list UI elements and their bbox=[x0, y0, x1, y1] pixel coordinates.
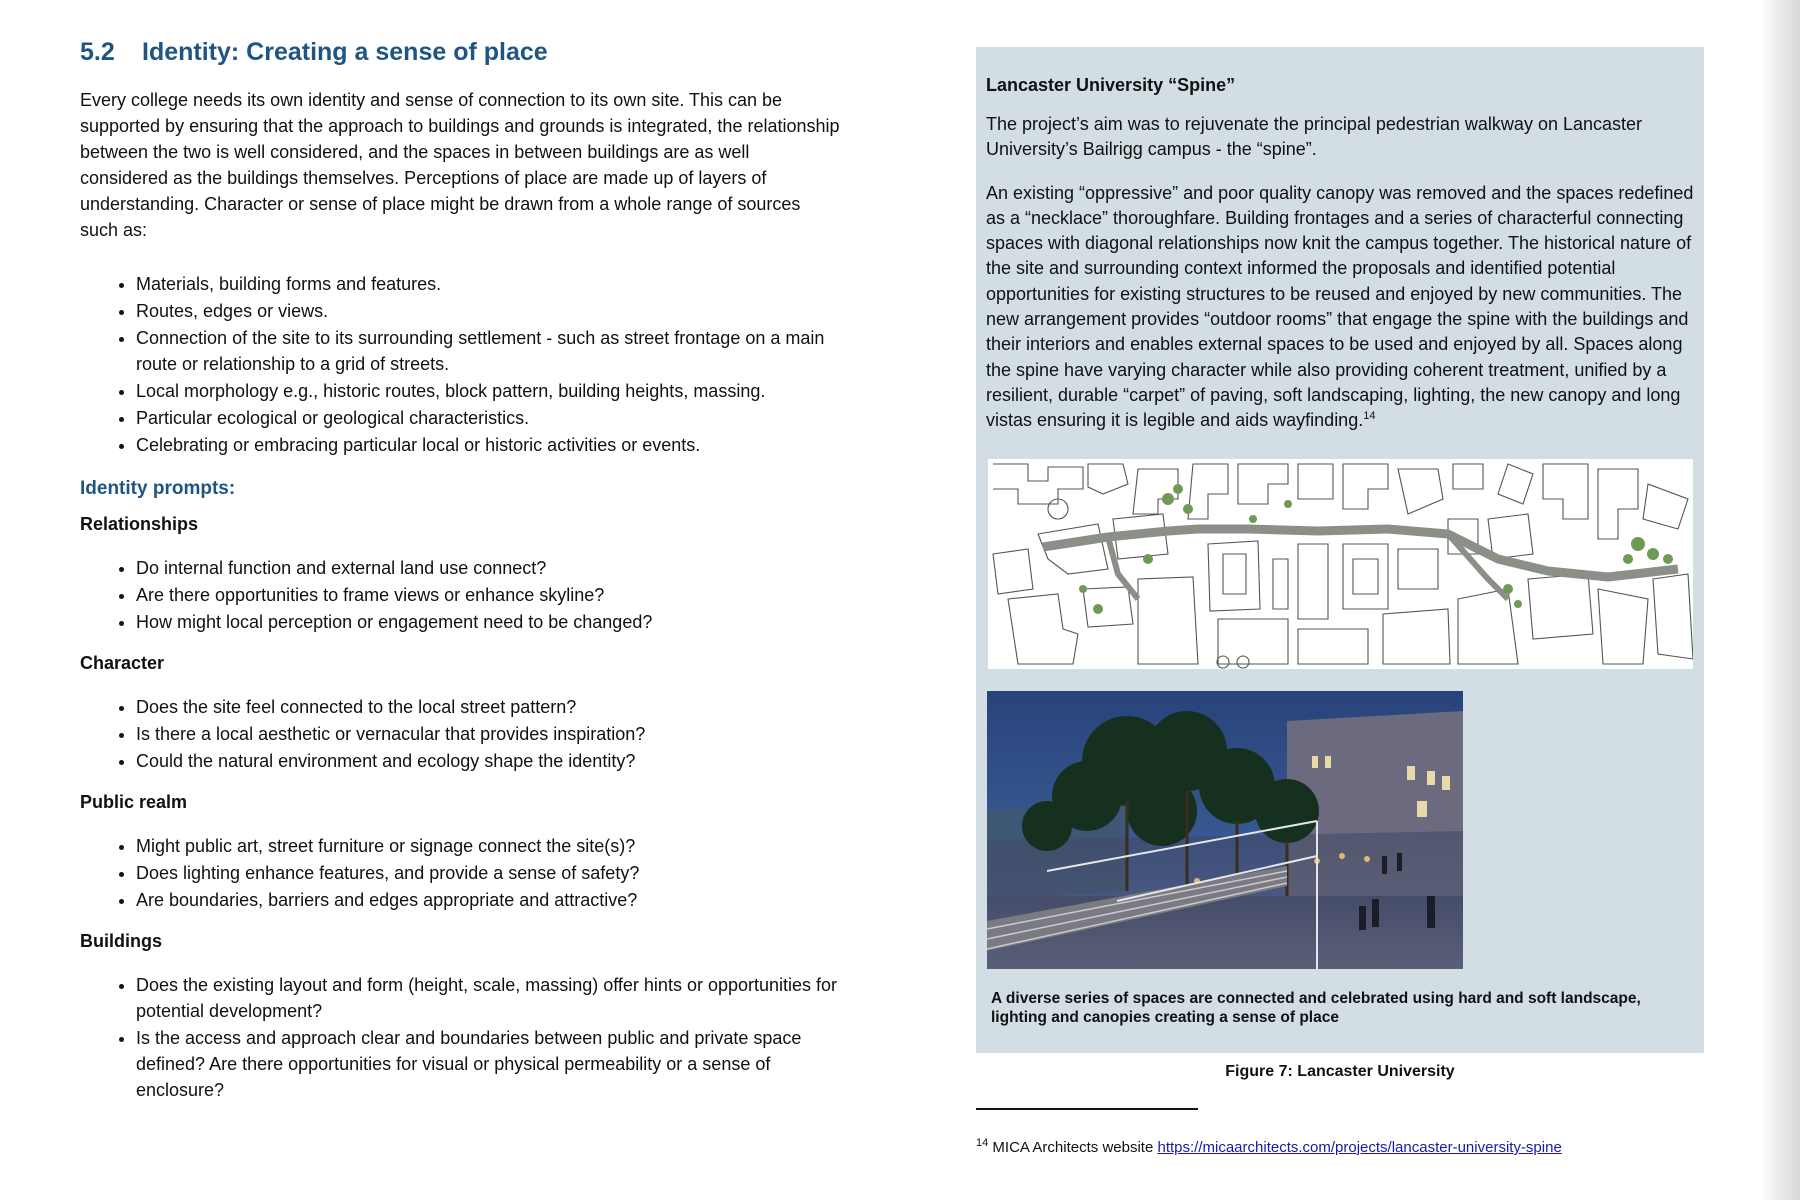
prompt-list bbox=[80, 694, 840, 774]
section-number: 5.2 bbox=[80, 38, 115, 66]
section-heading bbox=[80, 38, 840, 67]
list-item: • Is the access and approach clear and boundaries between public and private space defined? Are there opportunities for visual or physical permeability or a sense of enclosure? bbox=[136, 1025, 840, 1103]
page-edge-shadow bbox=[1762, 0, 1800, 1200]
list-item: • Might public art, street furniture or signage connect the site(s)? bbox=[136, 833, 840, 859]
list-item: • Are there opportunities to frame views or enhance skyline? bbox=[136, 582, 840, 608]
footnote-separator bbox=[976, 1108, 1198, 1110]
group-buildings bbox=[80, 931, 840, 1103]
site-plan-image bbox=[988, 459, 1693, 669]
group-heading: Public realm bbox=[80, 792, 188, 812]
list-item: • Could the natural environment and ecology shape the identity? bbox=[136, 748, 840, 774]
list-item: • Connection of the site to its surrounding settlement - such as street frontage on a main route or relationship to a grid of streets. bbox=[136, 325, 840, 377]
case-study-panel bbox=[976, 47, 1704, 1053]
group-character bbox=[80, 653, 840, 774]
case-study-paragraph-text: An existing “oppressive” and poor quality canopy was removed and the spaces redefined as a “necklace” thoroughfare. Building frontages and a series of characterful connecting spaces with diagonal relationships now knit the campus together. The historical nature of the site and surrounding context informed the proposals and identified potential opportunities for existing structures to be reused and enjoyed by new communities. The new arrangement provides “outdoor rooms” that engage the spine with the buildings and their interiors and enables external spaces to be used and enjoyed by all. Spaces along the spine have varying character while also providing coherent treatment, unified by a resilient, durable “carpet” of paving, soft landscaping, lighting, the new canopy and long vistas ensuring it is legible and aids wayfinding. bbox=[986, 182, 1694, 431]
main-column bbox=[80, 38, 840, 1121]
footnote bbox=[976, 1139, 1562, 1156]
list-item: • Local morphology e.g., historic routes, block pattern, building heights, massing. bbox=[136, 378, 840, 404]
prompts-heading: Identity prompts: bbox=[80, 478, 236, 499]
figure-caption: A diverse series of spaces are connected and celebrated using hard and soft landscape, lighting and canopies creating a sense of place bbox=[991, 990, 1641, 1026]
footnote-number: 14 bbox=[976, 1137, 989, 1149]
list-item: • Materials, building forms and features. bbox=[136, 271, 840, 297]
campus-photo-image bbox=[987, 691, 1463, 969]
section-title: Identity: Creating a sense of place bbox=[142, 38, 548, 66]
list-item: • Is there a local aesthetic or vernacular that provides inspiration? bbox=[136, 721, 840, 747]
list-item: • Celebrating or embracing particular local or historic activities or events. bbox=[136, 432, 840, 458]
prompt-list bbox=[80, 972, 840, 1103]
case-study-text bbox=[986, 75, 1694, 452]
case-study-title: Lancaster University “Spine” bbox=[986, 75, 1236, 95]
group-heading: Buildings bbox=[80, 931, 162, 951]
footnote-text: MICA Architects website bbox=[988, 1139, 1158, 1156]
list-item: • Does the existing layout and form (height, scale, massing) offer hints or opportunities for potential development? bbox=[136, 972, 840, 1024]
case-study-paragraph: The project’s aim was to rejuvenate the principal pedestrian walkway on Lancaster University’s Bailrigg campus - the “spine”. bbox=[986, 114, 1643, 160]
figure-label: Figure 7: Lancaster University bbox=[1225, 1063, 1455, 1080]
list-item: • Do internal function and external land use connect? bbox=[136, 555, 840, 581]
prompt-list bbox=[80, 833, 840, 913]
prompt-list bbox=[80, 555, 840, 635]
list-item: • Particular ecological or geological characteristics. bbox=[136, 405, 840, 431]
footnote-link[interactable]: https://micaarchitects.com/projects/lancaster-university-spine bbox=[1157, 1139, 1562, 1156]
list-item: • How might local perception or engagement need to be changed? bbox=[136, 609, 840, 635]
list-item: • Does lighting enhance features, and provide a sense of safety? bbox=[136, 860, 840, 886]
list-item: • Routes, edges or views. bbox=[136, 298, 840, 324]
list-item: • Does the site feel connected to the local street pattern? bbox=[136, 694, 840, 720]
list-item: • Are boundaries, barriers and edges appropriate and attractive? bbox=[136, 887, 840, 913]
group-relationships bbox=[80, 514, 840, 635]
group-public-realm bbox=[80, 792, 840, 913]
group-heading: Relationships bbox=[80, 514, 199, 534]
group-heading: Character bbox=[80, 653, 165, 673]
footnote-reference: 14 bbox=[1363, 410, 1376, 423]
case-study-paragraph bbox=[986, 181, 1694, 434]
sources-list bbox=[80, 271, 840, 458]
intro-paragraph: Every college needs its own identity and sense of connection to its own site. This can be supported by ensuring that the approach to buildings and grounds is integrated, the relationship between the two is well considered, and the spaces in between buildings are as well considered as the buildings themselves. Perceptions of place are made up of layers of understanding. Character or sense of place might be drawn from a whole range of sources such as: bbox=[80, 90, 840, 240]
